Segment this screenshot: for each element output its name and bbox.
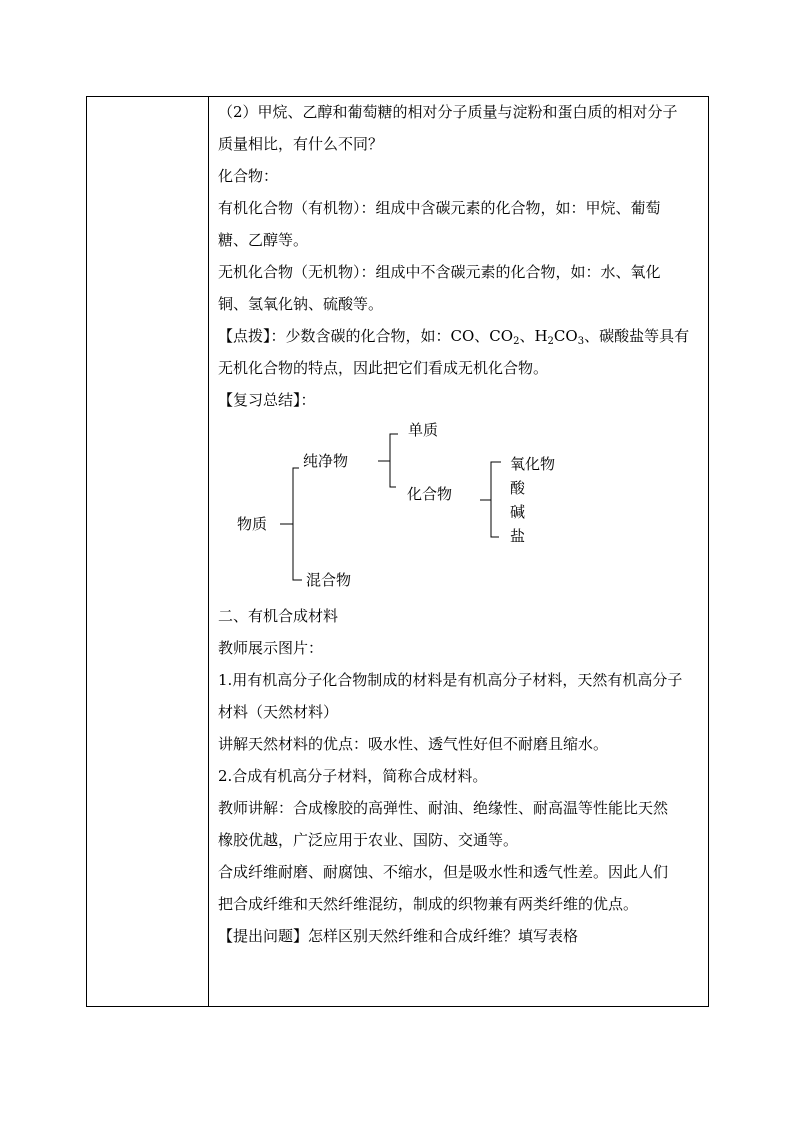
inorganic-definition-line-1: 无机化合物（无机物）：组成中不含碳元素的化合物，如：水、氧化 [218, 263, 661, 281]
classification-diagram [218, 407, 708, 597]
tip-co3: CO [553, 327, 578, 345]
inorganic-definition-line-2: 铜、氢氧化钠、硫酸等。 [218, 295, 384, 313]
organic-definition-line-1: 有机化合物（有机物）：组成中含碳元素的化合物，如：甲烷、葡萄 [218, 199, 661, 217]
item-1-line-2: 材料（天然材料） [218, 703, 339, 721]
compound-label: 化合物 [407, 485, 453, 503]
lesson-table [86, 96, 709, 1007]
salt-label: 盐 [510, 527, 526, 545]
tip-separator: 、H [519, 327, 548, 345]
question-2-line-2: 质量相比，有什么不同？ [218, 135, 384, 153]
rubber-line-1: 教师讲解：合成橡胶的高弹性、耐油、绝缘性、耐高温等性能比天然 [218, 799, 669, 817]
h2-subscript: 2 [547, 336, 554, 347]
fiber-line-2: 把合成纤维和天然纤维混纺，制成的织物兼有两类纤维的优点。 [218, 895, 639, 913]
matter-bracket [280, 468, 302, 580]
column-divider [208, 97, 209, 1006]
tip-line-2: 无机化合物的特点，因此把它们看成无机化合物。 [218, 359, 549, 377]
acid-label: 酸 [510, 479, 526, 497]
co3-subscript: 3 [577, 336, 585, 347]
mixture-label: 混合物 [306, 571, 352, 589]
fiber-line-1: 合成纤维耐磨、耐腐蚀、不缩水，但是吸水性和透气性差。因此人们 [218, 863, 669, 881]
tip-prefix: 【点拨】：少数含碳的化合物，如：CO、CO [218, 327, 514, 345]
element-label: 单质 [408, 421, 439, 439]
review-heading: 【复习总结】： [218, 391, 316, 409]
teacher-show-pictures: 教师展示图片： [218, 639, 324, 657]
question-2-line-1: （2）甲烷、乙醇和葡萄糖的相对分子质量与淀粉和蛋白质的相对分子 [218, 103, 678, 121]
oxide-label: 氧化物 [510, 455, 556, 473]
compound-heading: 化合物： [218, 167, 279, 185]
item-2: 2.合成有机高分子材料，简称合成材料。 [218, 767, 488, 785]
matter-label: 物质 [237, 515, 268, 533]
section-2-title: 二、有机合成材料 [218, 607, 339, 625]
item-1-line-1: 1.用有机高分子化合物制成的材料是有机高分子材料，天然有机高分子 [218, 671, 683, 689]
rubber-line-2: 橡胶优越，广泛应用于农业、国防、交通等。 [218, 831, 519, 849]
organic-definition-line-2: 糖、乙醇等。 [218, 231, 309, 249]
tip-suffix: 、碳酸盐等具有 [584, 327, 690, 345]
tip-line-1 [218, 326, 689, 346]
raised-question: 【提出问题】怎样区别天然纤维和合成纤维？填写表格 [218, 927, 579, 945]
natural-material-advantages: 讲解天然材料的优点：吸水性、透气性好但不耐磨且缩水。 [218, 735, 609, 753]
diagram-brackets [218, 407, 708, 597]
pure-substance-label: 纯净物 [303, 452, 349, 470]
pure-bracket [378, 434, 398, 487]
compound-bracket [480, 462, 501, 537]
co2-subscript: 2 [513, 336, 520, 347]
base-label: 碱 [510, 503, 526, 521]
